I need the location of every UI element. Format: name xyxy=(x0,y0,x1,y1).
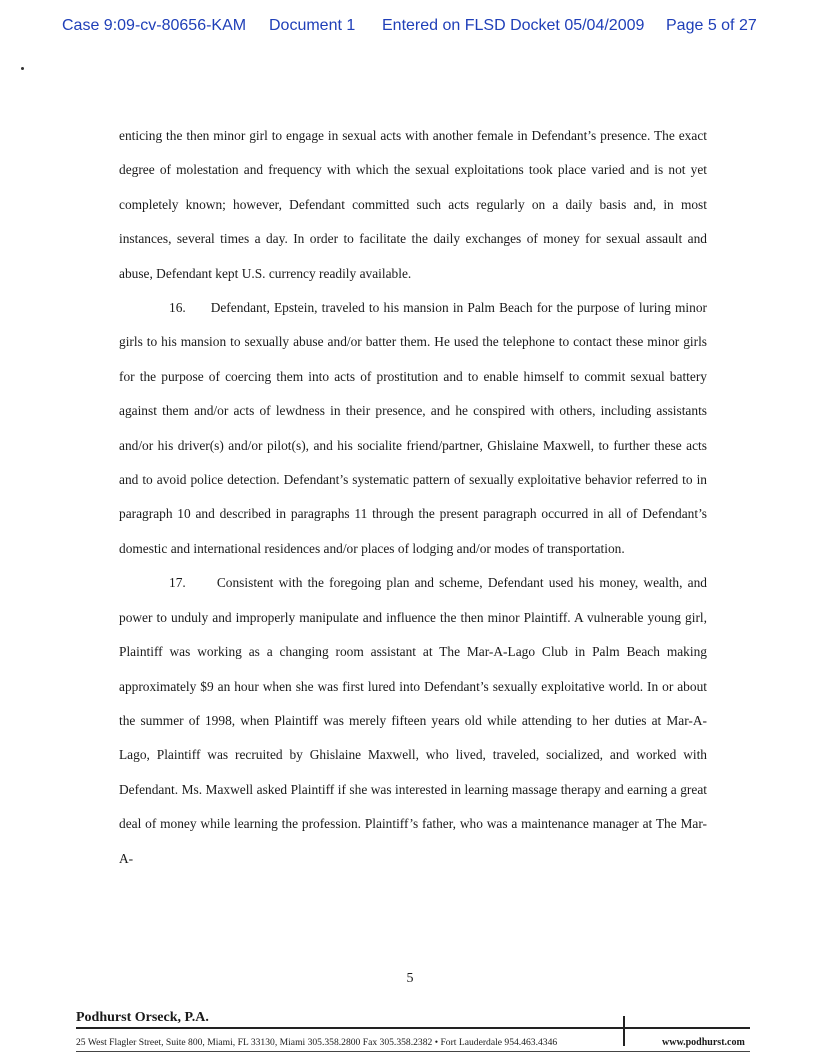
page-number: 5 xyxy=(406,971,414,986)
docket-entry: Entered on FLSD Docket 05/04/2009 xyxy=(382,17,645,34)
paragraph-16: 16. Defendant, Epstein, traveled to his mansion in Palm Beach for the purpose of luring minor girls to his mansion to sexually abuse and/or batter them. He used the telephone to contact these minor girls for the purpose of coercing them into acts of prostitution and to enable himself to commit sexual battery against them and/or acts of lewdness in their presence, and he conspired with others, including assistants and/or his driver(s) and/or pilot(s), and his socialite friend/partner, Ghislaine Maxwell, to further these acts and to avoid police detection. Defendant’s systematic pattern of sexually exploitative behavior referred to in paragraph 10 and described in paragraphs 11 through the present paragraph occurred in all of Defendant’s domestic and international residences and/or places of lodging and/or modes of transportation. xyxy=(119,300,707,556)
footer-divider xyxy=(623,1016,625,1046)
document-number: Document 1 xyxy=(269,17,356,34)
scan-speck xyxy=(21,67,24,70)
case-number: Case 9:09-cv-80656-KAM xyxy=(62,17,247,34)
footer-bottom-rule xyxy=(76,1051,750,1052)
page-of: Page 5 of 27 xyxy=(666,17,757,34)
paragraph-17: 17. Consistent with the foregoing plan and scheme, Defendant used his money, wealth, and power to unduly and improperly manipulate and influence the then minor Plaintiff. A vulnerable young girl, Plaintiff was working as a changing room assistant at The Mar-A-Lago Club in Palm Beach making approximately $9 an hour when she was first lured into Defendant’s sexually exploitative world. In or about the summer of 1998, when Plaintiff was merely fifteen years old while attending to her duties at Mar-A-Lago, Plaintiff was recruited by Ghislaine Maxwell, who lived, traveled, socialized, and worked with Defendant. Ms. Maxwell asked Plaintiff if she was interested in learning massage therapy and earning a great deal of money while learning the profession. Plaintiff’s father, who was a maintenance manager at The Mar-A- xyxy=(119,575,707,866)
footer-rule xyxy=(76,1027,750,1029)
firm-website: www.podhurst.com xyxy=(662,1037,745,1048)
firm-name: Podhurst Orseck, P.A. xyxy=(76,1010,209,1025)
paragraph-continued: enticing the then minor girl to engage in sexual acts with another female in Defendant’s presence. The exact degree of molestation and frequency with which the sexual exploitations took place varied and is not yet completely known; however, Defendant committed such acts regularly on a daily basis and, in most instances, several times a day. In order to facilitate the daily exchanges of money for sexual assault and abuse, Defendant kept U.S. currency readily available. xyxy=(119,128,707,281)
document-body xyxy=(119,119,707,876)
firm-address: 25 West Flagler Street, Suite 800, Miami, FL 33130, Miami 305.358.2800 Fax 305.358.2382 • Fort Lauderdale 954.463.4346 xyxy=(76,1037,558,1048)
